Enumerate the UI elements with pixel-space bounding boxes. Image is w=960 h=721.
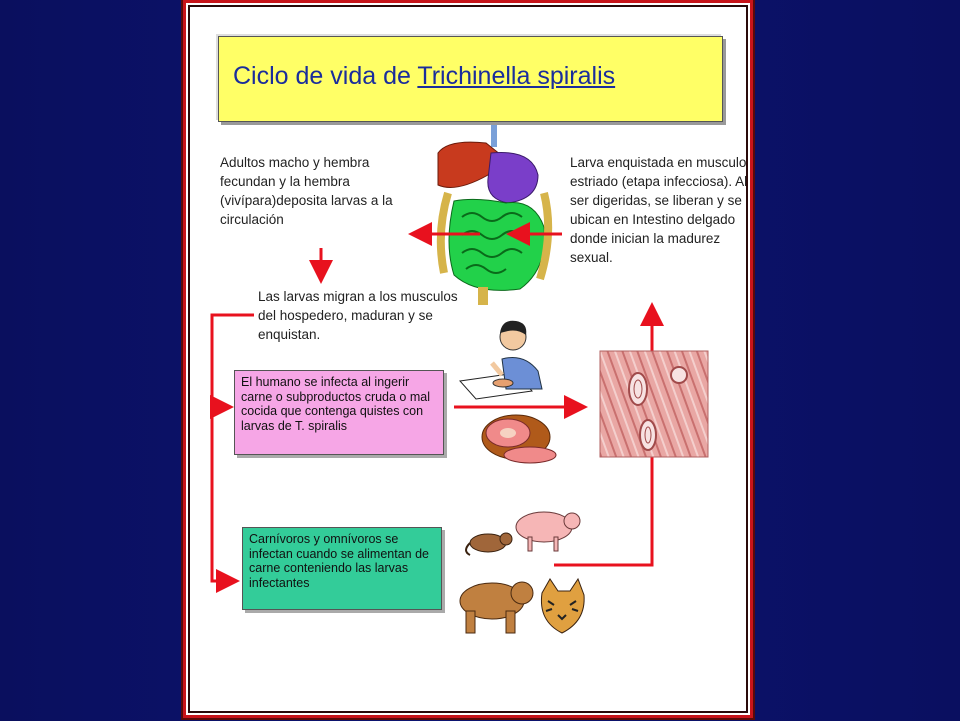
person-eating-icon [460, 321, 542, 399]
slide [183, 0, 753, 718]
title-species: Trichinella spiralis [417, 61, 616, 90]
title-prefix: Ciclo de vida de [233, 61, 418, 90]
bear-icon [460, 582, 533, 633]
ham-icon [482, 415, 556, 463]
digestive-system-icon [438, 125, 548, 305]
diagram-graphics [186, 3, 756, 721]
pig-icon [516, 512, 580, 551]
cycle-arrows [212, 234, 652, 581]
box-animal-infection: Carnívoros y omnívoros se infectan cuando se alimentan de carne conteniendo las larvas infectantes [242, 527, 442, 610]
text-larva: Larva enquistada en musculo estriado (etapa infecciosa). Al ser digeridas, se liberan y se ubican en Intestino delgado donde inician la madurez sexual. [570, 155, 748, 265]
box-human-infection: El humano se infecta al ingerir carne o subproductos cruda o mal cocida que contenga quistes con larvas de T. spiralis [234, 370, 444, 455]
text-adults: Adultos macho y hembra fecundan y la hembra (vivípara)deposita larvas a la circulación [220, 155, 393, 227]
rat-icon [466, 533, 512, 555]
text-migrate: Las larvas migran a los musculos del hospedero, maduran y se enquistan. [258, 289, 458, 342]
lynx-icon [541, 579, 584, 633]
muscle-tissue-icon [600, 351, 708, 457]
